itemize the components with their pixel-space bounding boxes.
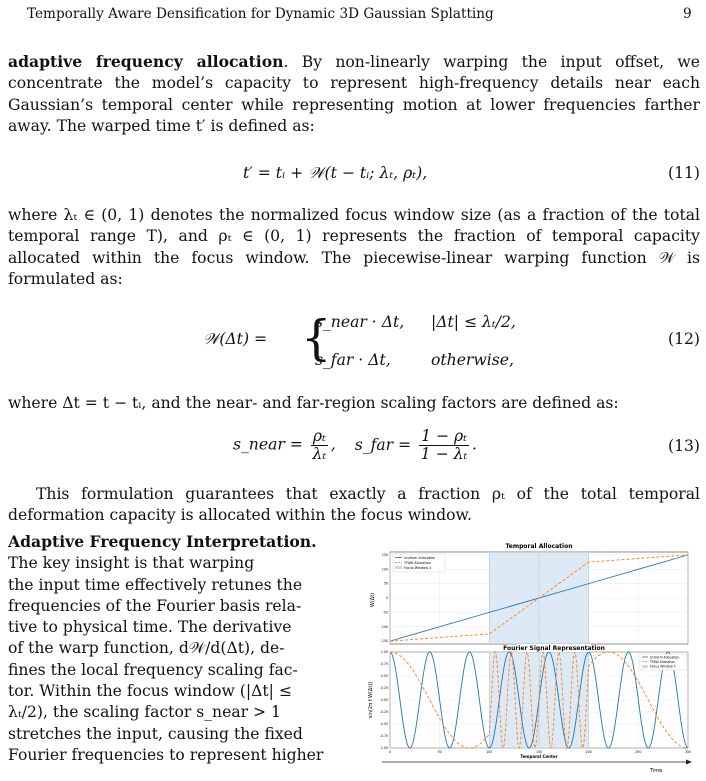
- eq13-frac-far: [419, 428, 469, 463]
- bottom-legend: [640, 654, 686, 670]
- bottom-ytick-label: 1.00: [380, 650, 388, 654]
- equation-13: s_near = $\frac{\text{ρₜ}}{\text{λₜ}}$ , s_far = $\frac{\text{1 − ρₜ}}{\text{1 − λₜ}}$ .: [233, 427, 477, 463]
- eq13-sfar-num: 1 − ρₜ: [421, 427, 468, 445]
- bottom-xtick-label: 200: [585, 750, 592, 754]
- top-title: Temporal Allocation: [505, 543, 573, 550]
- page-number: 9: [683, 6, 692, 22]
- bottom-plot: [368, 644, 691, 759]
- eq13-snear-num: ρₜ: [312, 427, 326, 445]
- eq13-sfar-den: 1 − λₜ: [420, 445, 468, 463]
- top-legend-window: Focus Window λ: [404, 566, 432, 570]
- top-ytick-label: 50: [383, 581, 388, 586]
- bottom-yticks: [380, 650, 388, 750]
- top-ytick-label: -50: [382, 610, 388, 615]
- eq12-case1: s_near · Δt,: [315, 313, 405, 331]
- paragraph-3: where Δt = t − tᵢ, and the near- and far-region scaling factors are defined as:: [8, 394, 619, 412]
- p5-line-4: of the warp function, d𝒲/d(Δt), de-: [8, 639, 285, 658]
- paragraph-2: where λₜ ∈ (0, 1) denotes the normalized focus window size (as a fraction of the total temporal range T), and ρₜ ∈ (0, 1) represents the fraction of temporal capacity allocated within the focus window. The piecewise-linear warping function 𝒲 is formulated as:: [8, 206, 700, 288]
- eq12-cond2: otherwise,: [431, 351, 514, 369]
- bottom-ytick-label: 0.25: [380, 686, 388, 690]
- eq12-case2: s_far · Δt,: [315, 351, 391, 369]
- bottom-ytick-label: 0.75: [380, 662, 388, 666]
- p5-line-0: The key insight is that warping: [8, 554, 255, 573]
- bottom-ytick-label: -1.00: [379, 746, 388, 750]
- p5-line-2: frequencies of the Fourier basis rela-: [8, 596, 302, 615]
- paragraph-1: [8, 51, 700, 137]
- bottom-legend-uniform: Uniform Allocation: [650, 655, 680, 660]
- paragraph-1-text: . By non-linearly warping the input offset, we concentrate the model’s capacity to represent high-frequency details near each Gaussian’s temporal center while representing motion at lower frequencies farther away. The warped time t′ is defined as:: [8, 53, 700, 135]
- top-ytick-label: -150: [380, 639, 388, 644]
- eq13-frac-near: [311, 428, 328, 463]
- paragraph-5-lead: Adaptive Frequency Interpretation.: [8, 532, 317, 551]
- eq12-brace: {: [301, 310, 332, 366]
- eq13-snear-den: λₜ: [312, 445, 327, 463]
- eq13-snear: s_near =: [233, 435, 303, 454]
- bottom-xlabel: Temporal Center: [520, 754, 558, 759]
- bottom-legend-swatch-window: [642, 665, 648, 668]
- equation-11-number: (11): [668, 164, 701, 182]
- top-ytick-label: -100: [380, 624, 388, 629]
- p5-line-7: λₜ/2), the scaling factor s_near > 1: [8, 703, 281, 722]
- bottom-xtick-label: 250: [635, 750, 642, 754]
- p5-line-1: the input time effectively retunes the: [8, 575, 303, 594]
- top-legend-swatch-window: [395, 566, 402, 569]
- top-plot: [370, 543, 688, 644]
- bottom-xtick-label: 100: [486, 750, 493, 754]
- p5-line-9: Fourier frequencies to represent higher: [8, 745, 324, 764]
- equation-11: t′ = tᵢ + 𝒲(t − tᵢ; λₜ, ρₜ),: [243, 164, 428, 182]
- eq12-cond1: |Δt| ≤ λₜ/2,: [431, 313, 516, 331]
- paragraph-5: [8, 531, 341, 766]
- bottom-ylabel: sin(2π f W(Δt)): [368, 681, 374, 719]
- p5-line-8: stretches the input, causing the fixed: [8, 724, 303, 743]
- top-ytick-label: 100: [381, 567, 388, 572]
- bottom-xtick-label: 50: [437, 750, 442, 754]
- bottom-xtick-label: 150: [535, 750, 543, 754]
- figure-panel: [352, 540, 702, 776]
- time-label: Time: [650, 768, 663, 774]
- bottom-xtick-label: 0: [388, 750, 392, 754]
- bottom-ytick-label: 0.00: [380, 698, 388, 702]
- top-ylabel: W(Δt): [370, 592, 376, 608]
- equation-13-number: (13): [668, 437, 701, 455]
- top-legend-uniform: Uniform Allocation: [404, 556, 436, 560]
- bottom-legend-tfaw: TFAW Allocation: [650, 660, 676, 664]
- bottom-ytick-label: -0.25: [379, 710, 388, 714]
- top-ytick-label: 150: [381, 552, 388, 557]
- bottom-ytick-label: -0.75: [379, 734, 388, 738]
- top-legend: [393, 554, 445, 572]
- bottom-xtick-label: 300: [684, 750, 692, 754]
- eq13-sfar: s_far =: [354, 435, 412, 454]
- p5-line-3: tive to physical time. The derivative: [8, 618, 292, 637]
- bottom-ytick-label: 0.50: [380, 674, 388, 678]
- paragraph-4: This formulation guarantees that exactly a fraction ρₜ of the total temporal deformation capacity is allocated within the focus window.: [8, 485, 700, 525]
- p5-line-5: fines the local frequency scaling fac-: [8, 660, 298, 679]
- bottom-title: Fourier Signal Representation: [503, 645, 605, 652]
- eq12-lhs: 𝒲(Δt) =: [203, 330, 268, 348]
- paragraph-1-lead: adaptive frequency allocation: [8, 52, 284, 71]
- bottom-ytick-label: -0.50: [379, 722, 388, 726]
- equation-12-number: (12): [668, 330, 701, 348]
- p5-line-6: tor. Within the focus window (|Δt| ≤: [8, 682, 292, 701]
- top-ytick-label: 0: [385, 596, 388, 600]
- bottom-legend-window: Focus Window λ: [650, 664, 676, 669]
- running-title: Temporally Aware Densification for Dynamic 3D Gaussian Splatting: [27, 6, 494, 22]
- top-legend-tfaw: TFAW Allocation: [404, 561, 431, 565]
